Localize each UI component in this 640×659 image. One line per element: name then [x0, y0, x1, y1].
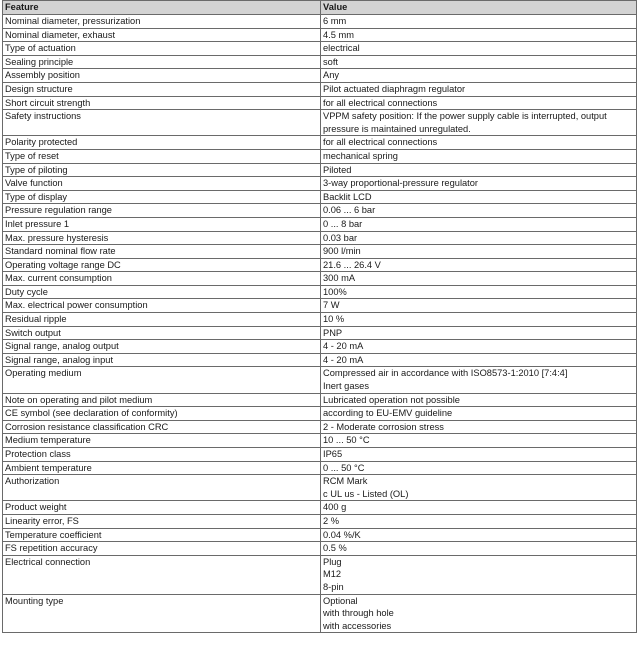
value-cell: [321, 448, 637, 462]
table-row: [3, 82, 637, 96]
value-cell: [321, 514, 637, 528]
feature-cell: Note on operating and pilot medium: [3, 393, 321, 407]
value-cell: [321, 149, 637, 163]
value-cell: [321, 285, 637, 299]
table-row: [3, 326, 637, 340]
feature-cell: Signal range, analog input: [3, 353, 321, 367]
value-line: electrical: [323, 43, 360, 54]
value-cell: [321, 69, 637, 83]
table-row: [3, 258, 637, 272]
table-row: [3, 217, 637, 231]
value-line: Compressed air in accordance with ISO8573-1:2010 [7:4:4]: [323, 368, 568, 379]
table-row: [3, 367, 637, 393]
value-line: 8-pin: [323, 581, 344, 592]
value-line: c UL us - Listed (OL): [323, 488, 409, 499]
table-row: [3, 272, 637, 286]
feature-cell: Medium temperature: [3, 434, 321, 448]
feature-cell: Safety instructions: [3, 110, 321, 136]
value-line: mechanical spring: [323, 150, 398, 161]
value-line: 0 ... 8 bar: [323, 218, 363, 229]
feature-column-header: Feature: [3, 1, 321, 15]
table-row: [3, 448, 637, 462]
table-row: [3, 393, 637, 407]
feature-cell: Operating voltage range DC: [3, 258, 321, 272]
feature-cell: Protection class: [3, 448, 321, 462]
value-line: for all electrical connections: [323, 97, 438, 108]
table-row: [3, 204, 637, 218]
feature-cell: Temperature coefficient: [3, 528, 321, 542]
table-row: [3, 42, 637, 56]
value-cell: [321, 326, 637, 340]
feature-cell: Corrosion resistance classification CRC: [3, 420, 321, 434]
value-line: 900 l/min: [323, 246, 361, 257]
feature-cell: Nominal diameter, pressurization: [3, 15, 321, 29]
table-body: [3, 15, 637, 633]
feature-cell: Authorization: [3, 475, 321, 501]
value-line: pressure is maintained unregulated.: [323, 123, 471, 134]
value-line: 2 - Moderate corrosion stress: [323, 421, 444, 432]
table-row: [3, 555, 637, 594]
value-cell: [321, 313, 637, 327]
value-cell: [321, 434, 637, 448]
table-row: [3, 514, 637, 528]
value-cell: [321, 163, 637, 177]
value-cell: [321, 55, 637, 69]
value-line: 10 ... 50 °C: [323, 435, 370, 446]
feature-cell: Switch output: [3, 326, 321, 340]
value-line: Any: [323, 70, 340, 81]
value-line: Inert gases: [323, 381, 369, 392]
feature-cell: Design structure: [3, 82, 321, 96]
feature-cell: FS repetition accuracy: [3, 542, 321, 556]
table-row: [3, 475, 637, 501]
value-cell: [321, 96, 637, 110]
value-cell: [321, 594, 637, 633]
value-cell: [321, 420, 637, 434]
table-row: [3, 434, 637, 448]
value-line: Backlit LCD: [323, 191, 372, 202]
table-row: [3, 501, 637, 515]
table-row: [3, 461, 637, 475]
value-cell: [321, 367, 637, 393]
table-row: [3, 340, 637, 354]
table-row: [3, 528, 637, 542]
value-line: with accessories: [323, 620, 392, 631]
table-row: [3, 542, 637, 556]
feature-cell: CE symbol (see declaration of conformity): [3, 407, 321, 421]
feature-cell: Valve function: [3, 177, 321, 191]
value-line: Optional: [323, 595, 358, 606]
table-row: [3, 285, 637, 299]
value-line: 0.5 %: [323, 543, 347, 554]
feature-cell: Electrical connection: [3, 555, 321, 594]
value-line: 6 mm: [323, 16, 347, 26]
value-line: 300 mA: [323, 273, 356, 284]
value-line: VPPM safety position: If the power supply cable is interrupted, output: [323, 111, 607, 122]
feature-cell: Max. current consumption: [3, 272, 321, 286]
value-line: Plug: [323, 556, 342, 567]
feature-cell: Ambient temperature: [3, 461, 321, 475]
value-cell: [321, 177, 637, 191]
value-line: 3-way proportional-pressure regulator: [323, 178, 479, 189]
value-cell: [321, 393, 637, 407]
table-row: [3, 594, 637, 633]
value-cell: [321, 231, 637, 245]
value-cell: [321, 475, 637, 501]
feature-cell: Type of actuation: [3, 42, 321, 56]
value-line: with through hole: [323, 608, 394, 619]
value-cell: [321, 340, 637, 354]
table-row: [3, 420, 637, 434]
table-row: [3, 245, 637, 259]
value-cell: [321, 217, 637, 231]
feature-cell: Polarity protected: [3, 136, 321, 150]
value-cell: [321, 501, 637, 515]
feature-cell: Nominal diameter, exhaust: [3, 28, 321, 42]
feature-cell: Short circuit strength: [3, 96, 321, 110]
value-line: soft: [323, 56, 338, 67]
table-row: [3, 163, 637, 177]
table-row: [3, 110, 637, 136]
value-cell: [321, 407, 637, 421]
value-line: 400 g: [323, 502, 347, 513]
table-row: [3, 136, 637, 150]
value-cell: [321, 110, 637, 136]
table-row: [3, 299, 637, 313]
feature-cell: Type of display: [3, 190, 321, 204]
feature-cell: Assembly position: [3, 69, 321, 83]
value-cell: [321, 15, 637, 29]
table-row: [3, 15, 637, 29]
value-line: according to EU-EMV guideline: [323, 408, 453, 419]
value-line: 4.5 mm: [323, 29, 354, 40]
value-line: IP65: [323, 449, 343, 459]
value-cell: [321, 82, 637, 96]
value-line: 0.06 ... 6 bar: [323, 205, 376, 216]
feature-cell: Type of reset: [3, 149, 321, 163]
table-header-row: [3, 1, 637, 15]
table-row: [3, 231, 637, 245]
value-line: RCM Mark: [323, 476, 368, 487]
table-row: [3, 96, 637, 110]
value-line: 21.6 ... 26.4 V: [323, 259, 381, 270]
value-cell: [321, 353, 637, 367]
feature-cell: Duty cycle: [3, 285, 321, 299]
feature-cell: Linearity error, FS: [3, 514, 321, 528]
value-cell: [321, 28, 637, 42]
value-cell: [321, 272, 637, 286]
value-cell: [321, 136, 637, 150]
value-line: 100%: [323, 286, 347, 297]
table-row: [3, 407, 637, 421]
value-cell: [321, 299, 637, 313]
value-line: 4 - 20 mA: [323, 354, 364, 365]
table-row: [3, 28, 637, 42]
feature-cell: Standard nominal flow rate: [3, 245, 321, 259]
table-row: [3, 55, 637, 69]
feature-cell: Mounting type: [3, 594, 321, 633]
value-cell: [321, 528, 637, 542]
table-row: [3, 177, 637, 191]
value-line: for all electrical connections: [323, 137, 438, 148]
value-line: Lubricated operation not possible: [323, 394, 460, 405]
value-cell: [321, 245, 637, 259]
value-line: PNP: [323, 327, 343, 338]
feature-cell: Operating medium: [3, 367, 321, 393]
feature-cell: Inlet pressure 1: [3, 217, 321, 231]
value-line: M12: [323, 569, 342, 580]
feature-cell: Pressure regulation range: [3, 204, 321, 218]
table-row: [3, 69, 637, 83]
value-line: 0.03 bar: [323, 232, 358, 243]
value-line: Pilot actuated diaphragm regulator: [323, 83, 466, 94]
value-line: 10 %: [323, 314, 345, 325]
value-line: Piloted: [323, 164, 352, 175]
feature-cell: Type of piloting: [3, 163, 321, 177]
feature-cell: Max. pressure hysteresis: [3, 231, 321, 245]
feature-cell: Signal range, analog output: [3, 340, 321, 354]
value-column-header: Value: [321, 1, 637, 15]
value-line: 4 - 20 mA: [323, 341, 364, 352]
value-line: 7 W: [323, 300, 340, 311]
feature-cell: Product weight: [3, 501, 321, 515]
specification-table: [2, 0, 637, 633]
value-cell: [321, 258, 637, 272]
feature-cell: Residual ripple: [3, 313, 321, 327]
feature-cell: Max. electrical power consumption: [3, 299, 321, 313]
feature-cell: Sealing principle: [3, 55, 321, 69]
value-line: 0 ... 50 °C: [323, 462, 365, 473]
value-line: 2 %: [323, 515, 340, 526]
value-cell: [321, 42, 637, 56]
value-line: 0.04 %/K: [323, 529, 361, 540]
value-cell: [321, 555, 637, 594]
value-cell: [321, 542, 637, 556]
value-cell: [321, 461, 637, 475]
table-row: [3, 313, 637, 327]
table-row: [3, 149, 637, 163]
value-cell: [321, 204, 637, 218]
table-row: [3, 353, 637, 367]
table-row: [3, 190, 637, 204]
value-cell: [321, 190, 637, 204]
